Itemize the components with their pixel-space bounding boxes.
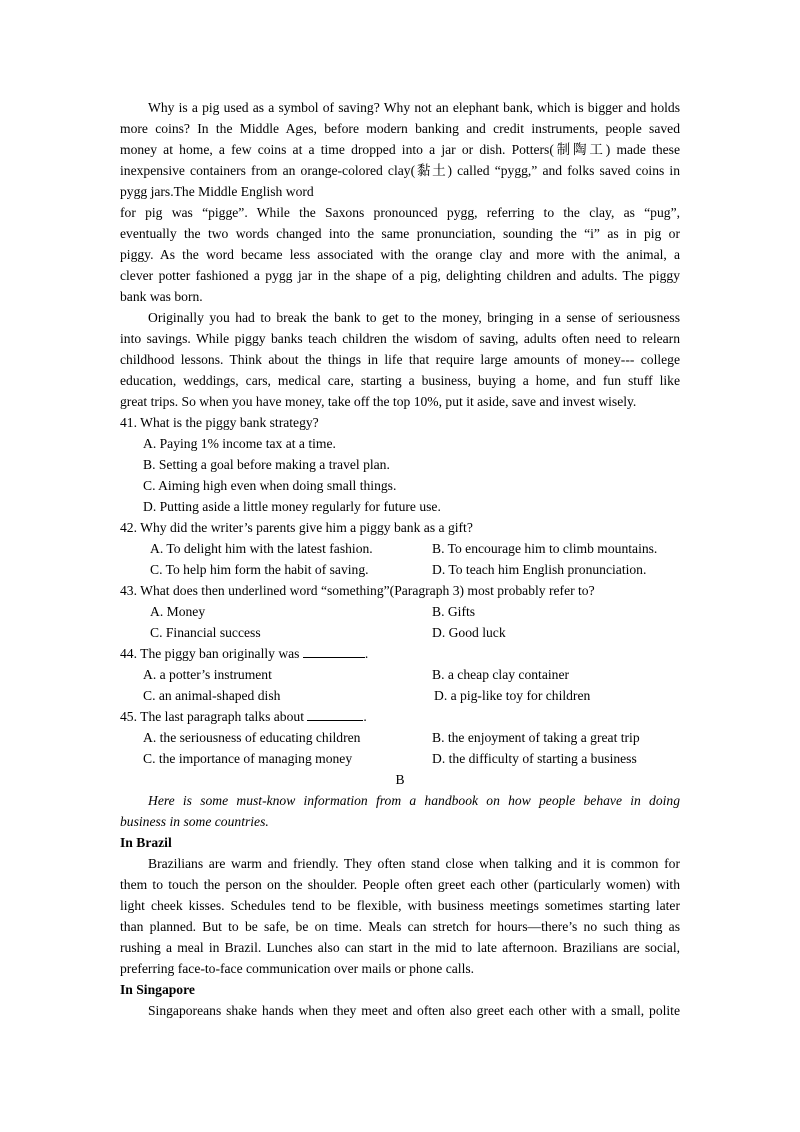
paragraph-line: them to touch the person on the shoulder. People often greet each other (particularly women) with (120, 877, 680, 892)
answer-option: C. an animal-shaped dish (143, 688, 281, 703)
answer-option: C. Aiming high even when doing small things. (143, 478, 397, 493)
question-stem-text: 44. The piggy ban originally was (120, 646, 303, 661)
paragraph-line: clever potter fashioned a pygg jar in the shape of a pig, delighting children and adults. The piggy (120, 268, 680, 283)
paragraph-line: money at home, a few coins at a time dropped into a jar or dish. Potters(制陶工) made these (120, 142, 680, 157)
paragraph-line: for pig was “pigge”. While the Saxons pronounced pygg, referring to the clay, as “pug”, (120, 205, 680, 220)
question-stem: 43. What does then underlined word “something”(Paragraph 3) most probably refer to? (120, 583, 595, 598)
paragraph-line: Singaporeans shake hands when they meet and often also greet each other with a small, polite (148, 1003, 680, 1018)
question-stem: 42. Why did the writer’s parents give him a piggy bank as a gift? (120, 520, 473, 535)
question-stem-end: . (363, 709, 367, 724)
answer-option: A. a potter’s instrument (143, 667, 272, 682)
paragraph-line: piggy. As the word became less associated with the orange clay and more with the animal, a (120, 247, 680, 262)
answer-option: C. To help him form the habit of saving. (150, 562, 369, 577)
section-label: B (395, 772, 405, 787)
section-heading-brazil: In Brazil (120, 835, 172, 850)
answer-option: B. Setting a goal before making a travel plan. (143, 457, 390, 472)
paragraph-line: Originally you had to break the bank to get to the money, bringing in a sense of seriousness (148, 310, 680, 325)
paragraph-line: eventually the two words changed into the same pronunciation, sounding the “i” as in pig or (120, 226, 680, 241)
paragraph-line: Why is a pig used as a symbol of saving? Why not an elephant bank, which is bigger and holds (148, 100, 680, 115)
answer-option: D. To teach him English pronunciation. (432, 562, 647, 577)
section-heading-singapore: In Singapore (120, 982, 195, 997)
paragraph-line: more coins? In the Middle Ages, before modern banking and credit instruments, people saved (120, 121, 680, 136)
paragraph-line: great trips. So when you have money, take off the top 10%, put it aside, save and invest wisely. (120, 394, 637, 409)
paragraph-line: Brazilians are warm and friendly. They often stand close when talking and it is common for (148, 856, 680, 871)
paragraph-line: bank was born. (120, 289, 203, 304)
question-stem-text: 45. The last paragraph talks about (120, 709, 308, 724)
question-stem-end: . (364, 646, 369, 661)
paragraph-line: education, weddings, cars, medical care, starting a business, buying a home, and fun stuff like (120, 373, 680, 388)
intro-line: business in some countries. (120, 814, 269, 829)
paragraph-line: rushing a meal in Brazil. Lunches also can start in the mid to late afternoon. Brazilians are social, (120, 940, 680, 955)
answer-option: A. Money (150, 604, 206, 619)
answer-option: B. To encourage him to climb mountains. (432, 541, 658, 556)
question-stem (120, 706, 680, 727)
answer-option: A. the seriousness of educating children (143, 730, 361, 745)
question-stem: 41. What is the piggy bank strategy? (120, 415, 319, 430)
answer-blank (307, 708, 363, 721)
paragraph-line: light cheek kisses. Schedules tend to be flexible, with business meetings sometimes starting later (120, 898, 680, 913)
answer-option: B. a cheap clay container (432, 667, 569, 682)
answer-option: D. Good luck (432, 625, 506, 640)
answer-option: A. To delight him with the latest fashion. (150, 541, 373, 556)
answer-option: B. the enjoyment of taking a great trip (432, 730, 640, 745)
paragraph-line: inexpensive containers from an orange-colored clay(黏土) called “pygg,” and folks saved coins in (120, 163, 680, 178)
answer-option: B. Gifts (432, 604, 476, 619)
paragraph-line: preferring face-to-face communication over mails or phone calls. (120, 961, 475, 976)
answer-option: D. Putting aside a little money regularly for future use. (143, 499, 441, 514)
answer-blank (303, 645, 365, 658)
answer-option: C. the importance of managing money (143, 751, 353, 766)
intro-line: Here is some must-know information from a handbook on how people behave in doing (148, 793, 680, 808)
answer-option: A. Paying 1% income tax at a time. (143, 436, 336, 451)
paragraph-line: than planned. But to be safe, be on time. Meals can stretch for hours—there’s no such thing as (120, 919, 680, 934)
answer-option: C. Financial success (150, 625, 261, 640)
paragraph-line: into savings. While piggy banks teach children the wisdom of saving, adults often need to relearn (120, 331, 680, 346)
paragraph-line: childhood lessons. Think about the things in life that require large amounts of money--- college (120, 352, 680, 367)
paragraph-line: pygg jars.The Middle English word (120, 184, 314, 199)
question-stem (120, 643, 680, 664)
answer-option: D. the difficulty of starting a business (432, 751, 637, 766)
answer-option: D. a pig-like toy for children (434, 688, 591, 703)
